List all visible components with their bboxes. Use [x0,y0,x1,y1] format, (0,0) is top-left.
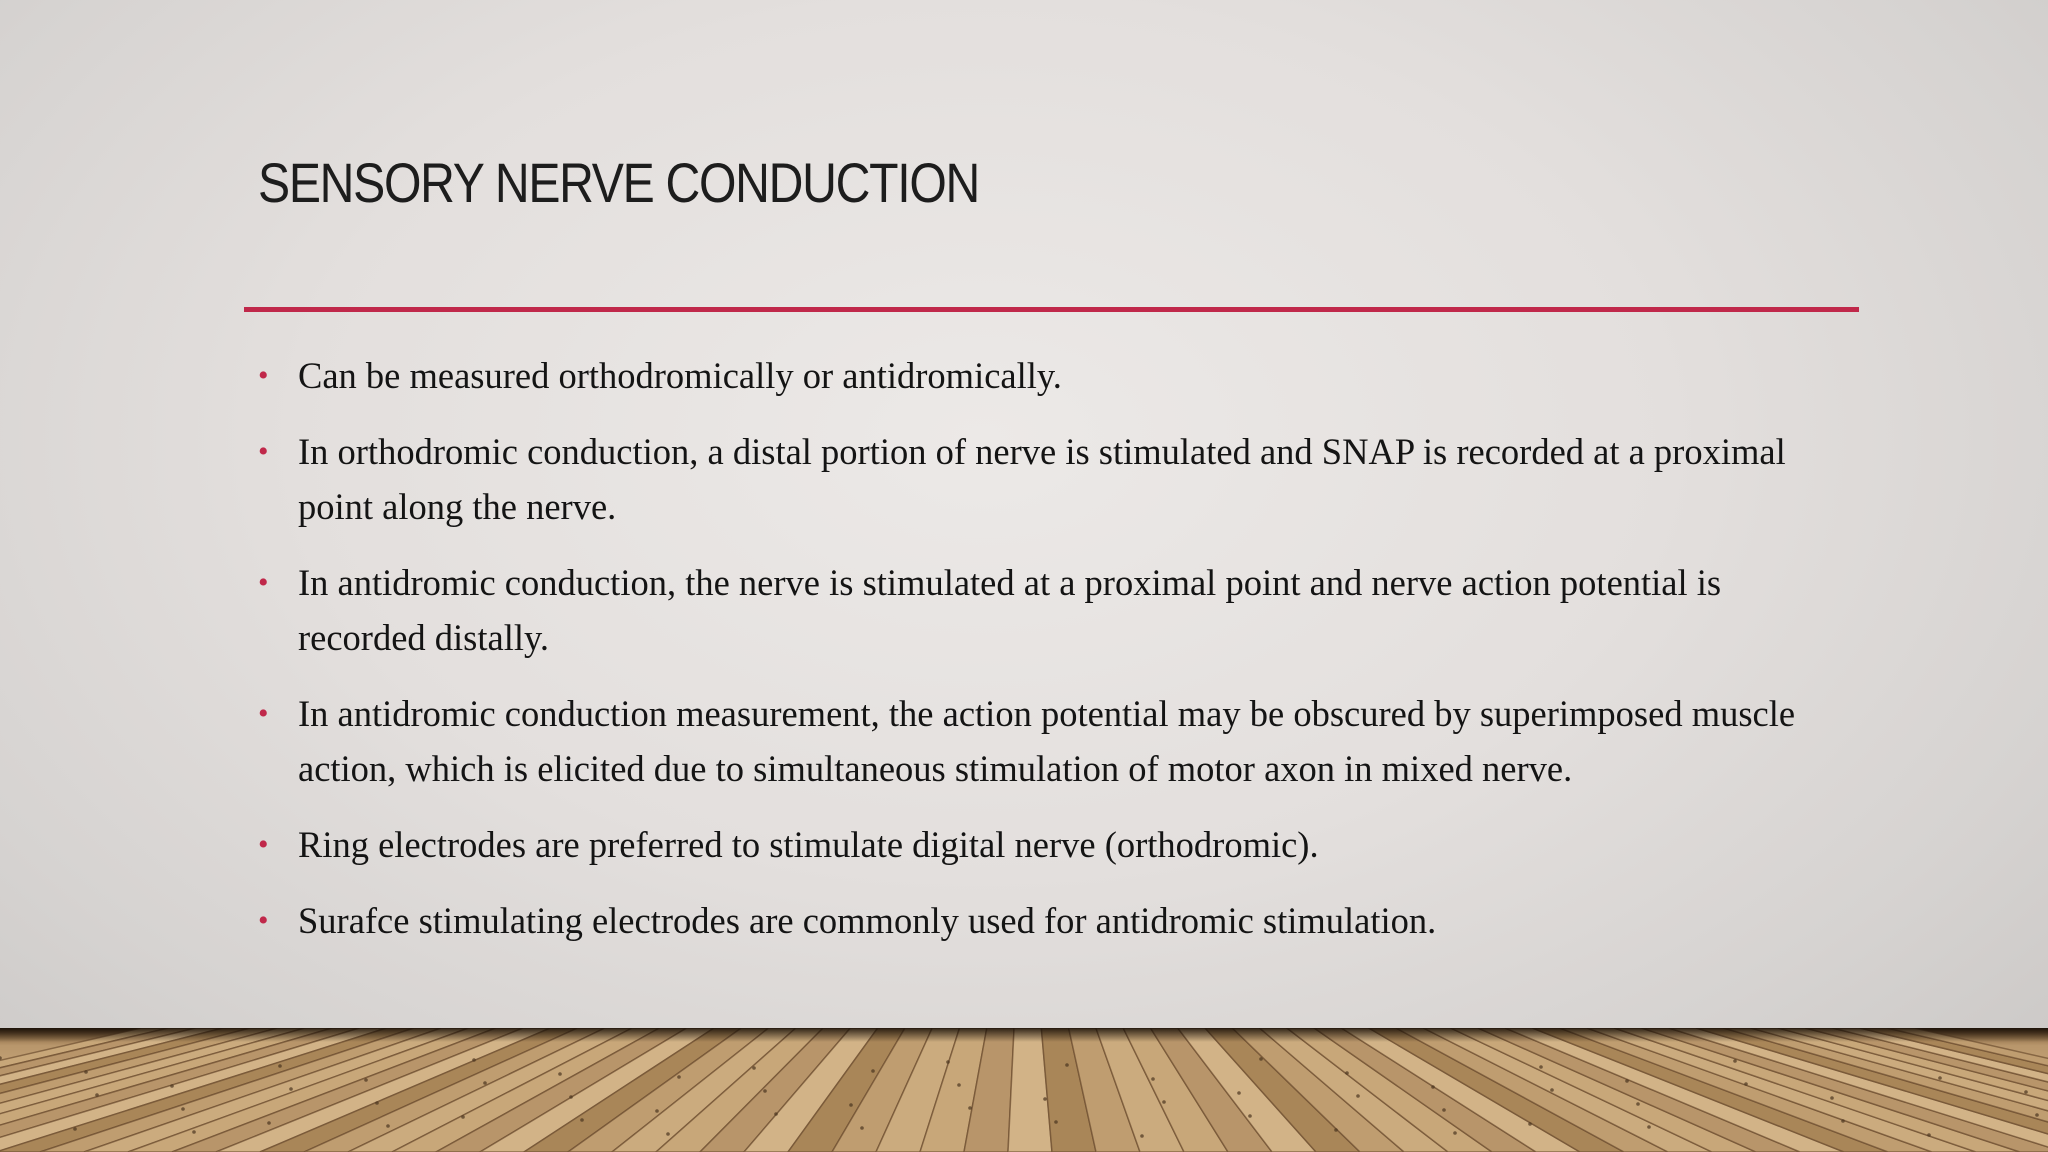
bullet-item [258,424,1838,534]
floor-nail [181,1107,185,1111]
floor-nail [95,1093,99,1097]
floor-nail [677,1075,681,1079]
bullet-item [258,348,1838,403]
floor-nail [461,1115,465,1119]
floor-shadow [0,1028,2048,1042]
bullet-item [258,686,1838,796]
floor-nail [1539,1065,1543,1069]
floor-nail [1453,1131,1457,1135]
floor-nail [860,1126,864,1130]
bullet-dot-icon: • [258,697,269,730]
title-divider [244,307,1859,312]
bullet-text: Ring electrodes are preferred to stimulate digital nerve (orthodromic). [298,824,1319,865]
floor-nail [289,1087,293,1091]
bullet-text: In antidromic conduction, the nerve is stimulated at a proximal point and nerve action potential is recorded distally. [298,562,1722,658]
bullet-dot-icon: • [258,359,269,392]
floor-nail [73,1127,77,1131]
bullet-text: In orthodromic conduction, a distal portion of nerve is stimulated and SNAP is recorded at a proximal point along the nerve. [298,431,1786,527]
floor-nail [1927,1133,1931,1137]
floor-nail [1528,1122,1532,1126]
floor-nail [1237,1091,1241,1095]
floor-nail [752,1066,756,1070]
floor-nail [1938,1076,1942,1080]
floor-nail [472,1058,476,1062]
floor-nail [1636,1102,1640,1106]
floor-nail [774,1112,778,1116]
floor-nail [386,1124,390,1128]
bullet-text: In antidromic conduction measurement, the action potential may be obscured by superimposed muscle action, which is elicited due to simultaneous stimulation of motor axon in mixed nerve. [298,693,1796,789]
bullet-dot-icon: • [258,828,269,861]
floor-nail [375,1101,379,1105]
floor-nail [1442,1108,1446,1112]
floor-nail [558,1072,562,1076]
floor-nail [84,1070,88,1074]
floor-nail [1625,1079,1629,1083]
floor-nail [2024,1090,2028,1094]
slide-title: SENSORY NERVE CONDUCTION [258,151,980,214]
floor-nail [267,1121,271,1125]
floor-nail [1334,1128,1338,1132]
bullet-text: Can be measured orthodromically or antidromically. [298,355,1062,396]
floor-nail [1841,1119,1845,1123]
bullet-list [258,348,1838,969]
bullet-dot-icon: • [258,566,269,599]
bullet-item [258,817,1838,872]
floor-planks [0,1028,2048,1152]
floor-nail [1345,1071,1349,1075]
floor-nail [1248,1114,1252,1118]
floor-nail [957,1083,961,1087]
floor-nail [1830,1096,1834,1100]
floor-nail [871,1069,875,1073]
floor-nail [1744,1082,1748,1086]
floor-nail [170,1084,174,1088]
floor-nail [1550,1088,1554,1092]
floor-nail [1140,1134,1144,1138]
bullet-item [258,555,1838,665]
floor-nail [1259,1057,1263,1061]
floor-nail [666,1132,670,1136]
bullet-item [258,893,1838,948]
floor-nail [849,1103,853,1107]
floor-nail [1065,1063,1069,1067]
floor-nail [192,1130,196,1134]
floor-nail [655,1109,659,1113]
floor-nail [1043,1097,1047,1101]
floor-nail [1647,1125,1651,1129]
floor-nail [483,1081,487,1085]
floor-nail [278,1064,282,1068]
floor-nail [580,1118,584,1122]
floor-nail [763,1089,767,1093]
floor-nail [364,1078,368,1082]
bullet-dot-icon: • [258,435,269,468]
bullet-dot-icon: • [258,904,269,937]
floor-nail [569,1095,573,1099]
floor-nail [1162,1100,1166,1104]
floor-nail [968,1106,972,1110]
floor-nail [1054,1120,1058,1124]
floor-nail [2035,1113,2039,1117]
floor-nail [1431,1085,1435,1089]
bullet-text: Surafce stimulating electrodes are commonly used for antidromic stimulation. [298,900,1437,941]
floor-nail [1733,1059,1737,1063]
wooden-floor [0,1028,2048,1152]
floor-nail [1356,1094,1360,1098]
floor-nail [1151,1077,1155,1081]
floor-nail [946,1060,950,1064]
